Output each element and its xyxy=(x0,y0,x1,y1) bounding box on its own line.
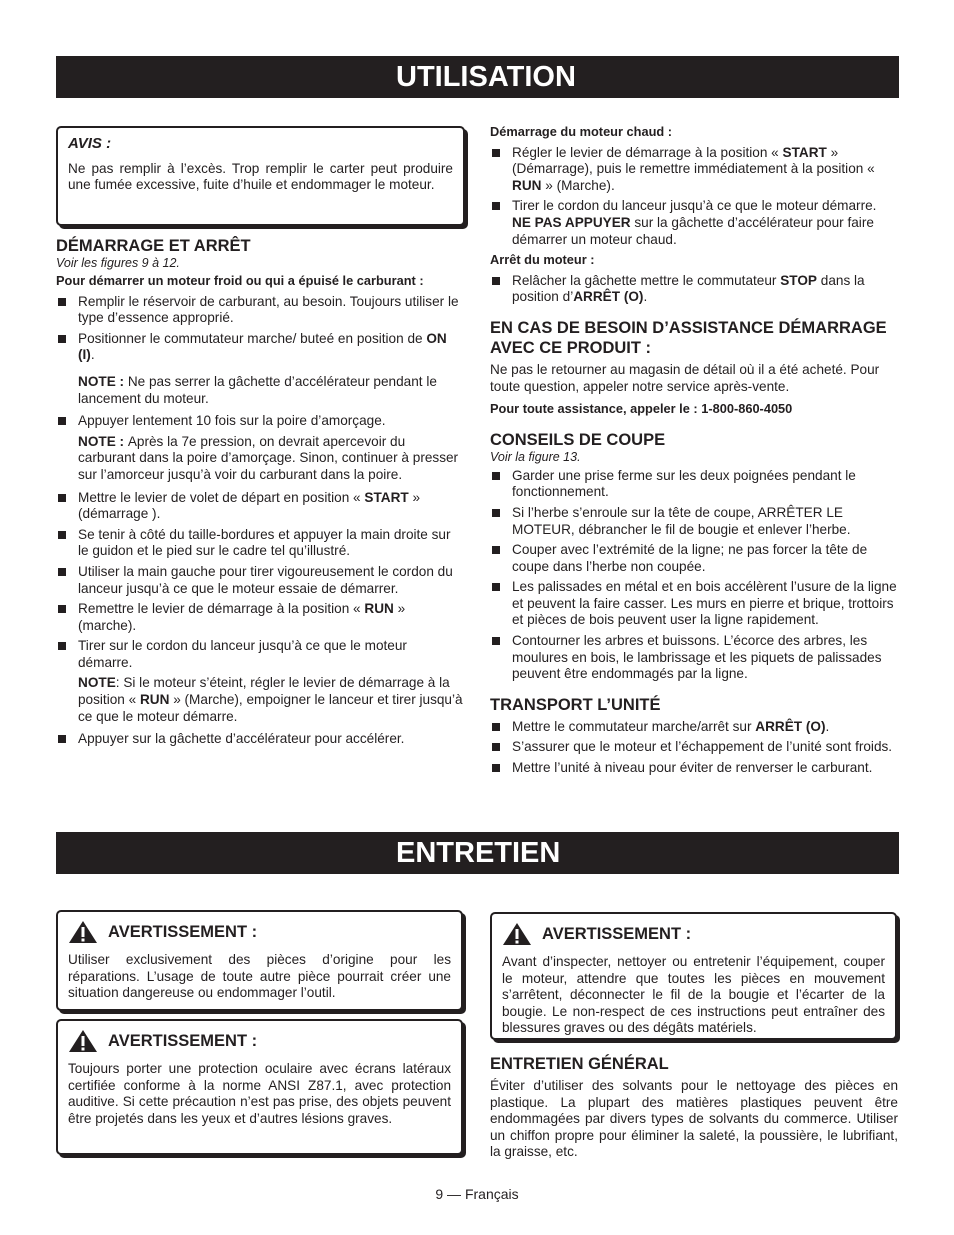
conseils-list xyxy=(490,468,899,683)
list-item: Garder une prise ferme sur les deux poignées pendant le fonctionnement. xyxy=(490,468,899,501)
list-item: S’assurer que le moteur et l’échappement de l’unité sont froids. xyxy=(490,739,899,756)
warm-start-title: Démarrage du moteur chaud : xyxy=(490,124,673,139)
warning-text: Utiliser exclusivement des pièces d’origine pour les réparations. L’usage de toute autre pièce pourrait créer une situation dangereuse ou endommager l’outil. xyxy=(68,952,451,1001)
warning-text: Toujours porter une protection oculaire avec écrans latéraux certifiée conforme à la norme ANSI Z87.1, avec protection auditive. Si cette précaution n’est pas prise, des objets peuvent être projetés dans les yeux et d’autres lésions graves. xyxy=(68,1061,451,1126)
demarrage-list xyxy=(56,731,464,748)
list-item: Mettre le commutateur marche/arrêt sur ARRÊT (O). xyxy=(490,719,899,736)
list-item: Remettre le levier de démarrage à la position « RUN » (marche). xyxy=(56,601,464,634)
transport-title: TRANSPORT L’UNITÉ xyxy=(490,695,661,714)
section-title: ENTRETIEN xyxy=(396,837,561,869)
demarrage-list xyxy=(56,294,464,364)
transport-list xyxy=(490,719,899,777)
warning-title: AVERTISSEMENT : xyxy=(542,924,692,943)
demarrage-ref: Voir les figures 9 à 12. xyxy=(56,256,180,270)
stop-engine-title: Arrêt du moteur : xyxy=(490,252,595,268)
left-column xyxy=(56,236,464,752)
warning-header xyxy=(502,922,885,946)
general-maintenance xyxy=(490,1054,898,1161)
general-text: Éviter d’utiliser des solvants pour le nettoyage des pièces en plastique. La plupart des matières plastiques peuvent être endommagées par divers types de solvants du commerce. Utiliser un chiffon propre pour éliminer la saleté, la poussière, le lubrifiant, la graisse, etc. xyxy=(490,1078,898,1160)
list-item: Tirer sur le cordon du lanceur jusqu’à ce que le moteur démarre. xyxy=(56,638,464,671)
demarrage-list xyxy=(56,413,464,430)
list-item: Les palissades en métal et en bois accélèrent l’usure de la ligne et peuvent la faire casser. Les murs en pierre et brique, trottoirs et pièces de bois peuvent user la ligne rapidement. xyxy=(490,579,899,629)
page-number: 9 — Français xyxy=(435,1186,519,1202)
warm-start-list xyxy=(490,145,899,249)
avis-title: AVIS : xyxy=(68,135,112,152)
list-item: Contourner les arbres et buissons. L’écorce des arbres, les moulures en bois, le lambrissage et les piquets de palissades peuvent être endommagés par la ligne. xyxy=(490,633,899,683)
demarrage-title: DÉMARRAGE ET ARRÊT xyxy=(56,237,251,255)
list-item: Appuyer sur la gâchette d’accélérateur pour accélérer. xyxy=(56,731,464,748)
cold-start-title: Pour démarrer un moteur froid ou qui a épuisé le carburant : xyxy=(56,273,424,288)
conseils-title: CONSEILS DE COUPE xyxy=(490,430,666,449)
list-item: Appuyer lentement 10 fois sur la poire d’amorçage. xyxy=(56,413,464,430)
assistance-text: Ne pas le retourner au magasin de détail où il a été acheté. Pour toute question, appeler notre service après-vente. xyxy=(490,361,880,394)
right-column xyxy=(490,124,899,781)
warning-icon xyxy=(502,922,532,946)
list-item: Relâcher la gâchette mettre le commutateur STOP dans la position d’ARRÊT (O). xyxy=(490,273,899,306)
assistance-title: EN CAS DE BESOIN D’ASSISTANCE DÉMARRAGE AVEC CE PRODUIT : xyxy=(490,318,887,357)
warning-title: AVERTISSEMENT : xyxy=(108,1031,258,1050)
note: NOTE : Après la 7e pression, on devrait apercevoir du carburant dans la poire d’amorçage. Sinon, continuer à presser sur l’amorceur jusqu’à voir du carburant dans la poire. xyxy=(78,433,459,482)
warning-header xyxy=(68,1029,451,1053)
assistance-phone: Pour toute assistance, appeler le : 1-800-860-4050 xyxy=(490,401,793,417)
list-item: Mettre l’unité à niveau pour éviter de renverser le carburant. xyxy=(490,760,899,777)
warning-title: AVERTISSEMENT : xyxy=(108,922,258,941)
general-title: ENTRETIEN GÉNÉRAL xyxy=(490,1055,669,1073)
list-item: Si l’herbe s’enroule sur la tête de coupe, ARRÊTER LE MOTEUR, débrancher le fil de bougie et enlever l’herbe. xyxy=(490,505,899,538)
section-banner-entretien xyxy=(56,832,899,874)
warning-icon xyxy=(68,920,98,944)
section-title: UTILISATION xyxy=(396,61,576,93)
warning-box-eye-protection xyxy=(56,1019,463,1155)
demarrage-list xyxy=(56,490,464,672)
list-item: Utiliser la main gauche pour tirer vigoureusement le cordon du lanceur jusqu’à ce que le moteur essaie de démarrer. xyxy=(56,564,464,597)
avis-text: Ne pas remplir à l’excès. Trop remplir le carter peut produire une fumée excessive, fuite d’huile et endommager le moteur. xyxy=(68,160,453,193)
warning-box-maintenance xyxy=(490,912,897,1040)
stop-list xyxy=(490,273,899,306)
warning-box-parts xyxy=(56,910,463,1011)
warning-icon xyxy=(68,1029,98,1053)
note: NOTE : Ne pas serrer la gâchette d’accélérateur pendant le lancement du moteur. xyxy=(78,373,437,406)
list-item: Mettre le levier de volet de départ en position « START » (démarrage ). xyxy=(56,490,464,523)
note: NOTE: Si le moteur s’éteint, régler le levier de démarrage à la position « RUN » (Marche), empoigner le lanceur et tirer jusqu’à ce que le moteur démarre. xyxy=(78,675,463,724)
list-item: Tirer le cordon du lanceur jusqu’à ce que le moteur démarre. NE PAS APPUYER sur la gâchette d’accélérateur pour faire démarrer un moteur chaud. xyxy=(490,198,899,248)
list-item: Remplir le réservoir de carburant, au besoin. Toujours utiliser le type d’essence approprié. xyxy=(56,294,464,327)
avis-box xyxy=(56,126,465,226)
list-item: Positionner le commutateur marche/ buteé en position de ON (I). xyxy=(56,331,464,364)
warning-text: Avant d’inspecter, nettoyer ou entretenir l’équipement, couper le moteur, attendre que toutes les pièces en mouvement s’arrêtent, déconnecter le fil de la bougie et l’écarter de la bougie. Le non-respect de ces instructions peut entraîner des blessures graves ou des dégâts matériels. xyxy=(502,954,885,1036)
list-item: Régler le levier de démarrage à la position « START » (Démarrage), puis le remettre immédiatement à la position « RUN » (Marche). xyxy=(490,145,899,195)
list-item: Se tenir à côté du taille-bordures et appuyer la main droite sur le guidon et le pied sur le cadre tel qu’illustré. xyxy=(56,527,464,560)
warning-header xyxy=(68,920,451,944)
section-banner-utilisation xyxy=(56,56,899,98)
list-item: Couper avec l’extrémité de la ligne; ne pas forcer la tête de coupe dans l’herbe non coupée. xyxy=(490,542,899,575)
conseils-ref: Voir la figure 13. xyxy=(490,449,581,464)
